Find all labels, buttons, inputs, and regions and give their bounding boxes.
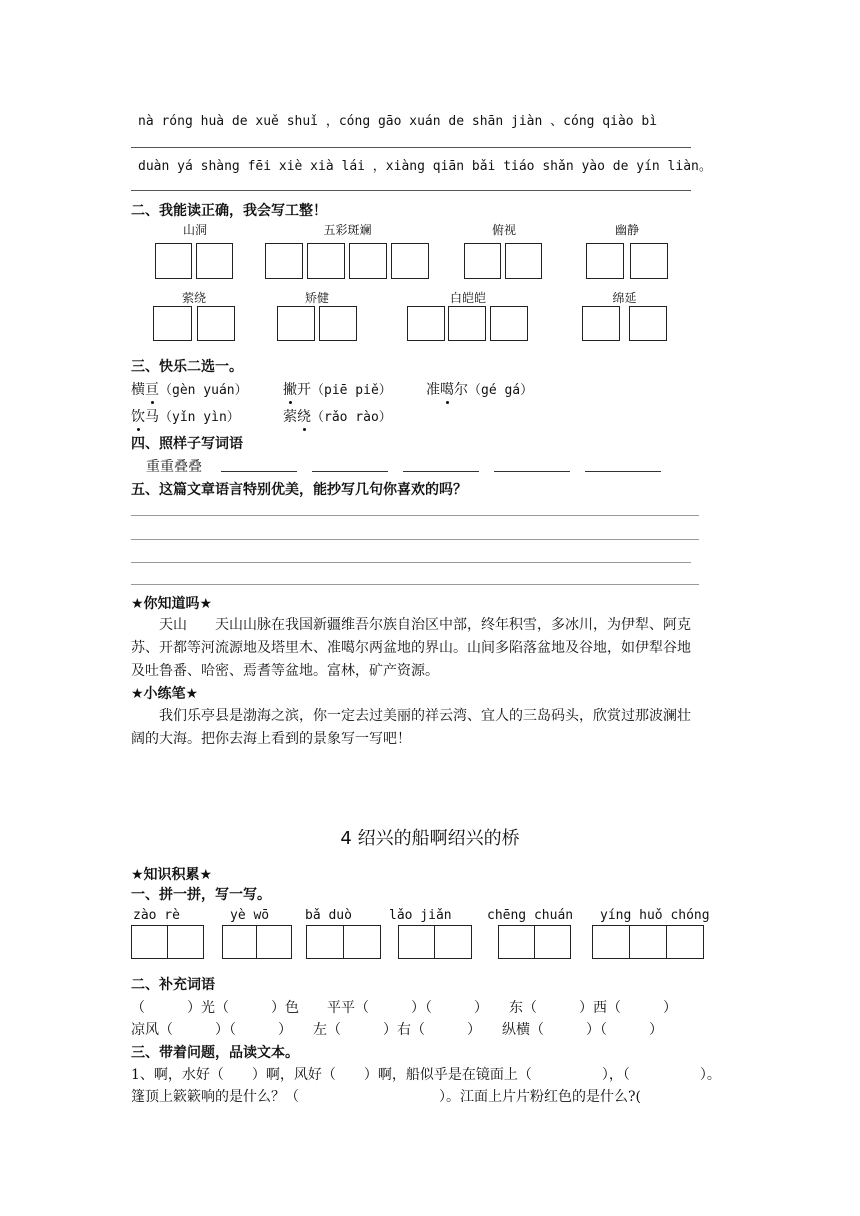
char-box[interactable] [155,243,192,279]
char-box[interactable] [407,306,445,341]
pinyin-group: yíng huǒ chóng [600,908,710,923]
char-box[interactable] [505,243,542,279]
word-label: 绵延 [612,291,637,305]
writing-line-2 [131,190,691,191]
char-box[interactable] [307,243,345,279]
char-box[interactable] [196,243,233,279]
char-box[interactable] [197,306,235,341]
word-label: 矫健 [304,291,329,305]
question-line: 1、啊，水好（ ）啊，风好（ ）啊，船似乎是在镜面上（ ），（ ）。 [131,1067,721,1083]
char-box[interactable] [534,925,571,959]
char-box[interactable] [592,925,630,959]
writing-line[interactable] [131,584,699,585]
example-word: 重重叠叠 [146,459,202,475]
char-box[interactable] [582,306,620,341]
char-box[interactable] [343,925,381,959]
char-box[interactable] [319,306,357,341]
char-box[interactable] [167,925,204,959]
char-box[interactable] [349,243,387,279]
writing-line[interactable] [131,562,691,563]
section-2-heading: 二、我能读正确，我会写工整！ [131,203,327,219]
word-label: 五彩斑斓 [323,223,372,237]
char-box[interactable] [490,306,528,341]
answer-blank[interactable] [221,471,297,472]
char-box[interactable] [448,306,486,341]
choice-item: 横亘（gèn yuán） [131,382,248,398]
char-box[interactable] [629,925,667,959]
fill-blank-line: 凉风（ ）（ ） 左（ ）右（ ） 纵横（ ）（ ） [131,1022,663,1038]
practice-text: 我们乐亭县是渤海之滨，你一定去过美丽的祥云湾、宜人的三岛码头，欣赏过那波澜壮阔的大海。把你去海上看到的景象写一写吧！ [131,708,691,747]
pinyin-group: chēng chuán [487,908,574,923]
word-label: 萦绕 [181,291,206,305]
char-box[interactable] [666,925,704,959]
char-box[interactable] [464,243,501,279]
char-box[interactable] [131,925,168,959]
char-box[interactable] [498,925,535,959]
pinyin-group: yè wō [230,908,270,923]
writing-line[interactable] [131,539,699,540]
answer-blank[interactable] [312,471,388,472]
pinyin-line-1: nà róng huà de xuě shuǐ ，cóng gāo xuán de shān jiàn 、cóng qiào bì [138,114,658,129]
pinyin-line-2: duàn yá shàng fēi xiè xià lái ，xiàng qiān bǎi tiáo shǎn yào de yín liàn。 [138,159,712,174]
lesson4-section-3-heading: 三、带着问题，品读文本。 [131,1045,299,1061]
char-box[interactable] [153,306,192,341]
knowledge-heading: ★知识积累★ [131,867,213,883]
pinyin-group: lǎo jiǎn [389,908,452,923]
writing-line[interactable] [131,515,699,516]
practice-heading: ★小练笔★ [131,686,199,702]
did-you-know-heading: ★你知道吗★ [131,596,213,612]
section-4-heading: 四、照样子写词语 [131,436,243,452]
lesson4-section-2-heading: 二、补充词语 [131,977,215,993]
word-label: 山洞 [182,223,207,237]
word-label: 幽静 [614,223,639,237]
char-box[interactable] [629,306,667,341]
question-line: 篷顶上簌簌响的是什么？（ ）。江面上片片粉红色的是什么?( [131,1089,641,1105]
section-3-heading: 三、快乐二选一。 [131,359,243,375]
section-5-heading: 五、这篇文章语言特别优美，能抄写几句你喜欢的吗？ [131,482,467,498]
word-label: 俯视 [491,223,516,237]
word-label: 白皑皑 [449,291,486,305]
answer-blank[interactable] [494,471,570,472]
pinyin-group: bǎ duò [305,908,352,923]
pinyin-group: zào rè [133,908,180,923]
choice-item: 饮马（yǐn yìn） [131,409,240,425]
char-box[interactable] [222,925,257,959]
fill-blank-line: （ ）光（ ）色 平平（ ）（ ） 东（ ）西（ ） [131,1000,677,1016]
answer-blank[interactable] [403,471,479,472]
char-box[interactable] [277,306,315,341]
choice-item: 撇开（piē piě） [283,382,392,398]
char-box[interactable] [630,243,668,279]
char-box[interactable] [586,243,624,279]
choice-item: 萦绕（rǎo rào） [283,409,392,425]
lesson4-section-1-heading: 一、拼一拼，写一写。 [131,887,271,903]
did-you-know-text: 天山 天山山脉在我国新疆维吾尔族自治区中部，终年积雪，多冰川，为伊犁、阿克苏、开都等河流源地及塔里木、准噶尔两盆地的界山。山间多陷落盆地及谷地，如伊犁谷地及吐鲁番、哈密、焉耆等盆地。富林，矿产资源。 [131,617,691,679]
char-box[interactable] [398,925,435,959]
writing-line-1 [131,147,691,148]
char-box[interactable] [306,925,344,959]
char-box[interactable] [391,243,429,279]
answer-blank[interactable] [585,471,661,472]
char-box[interactable] [256,925,292,959]
lesson-title: 4 绍兴的船啊绍兴的桥 [340,828,520,849]
char-box[interactable] [265,243,303,279]
char-box[interactable] [434,925,472,959]
choice-item: 准噶尔（gé gá） [426,382,534,398]
